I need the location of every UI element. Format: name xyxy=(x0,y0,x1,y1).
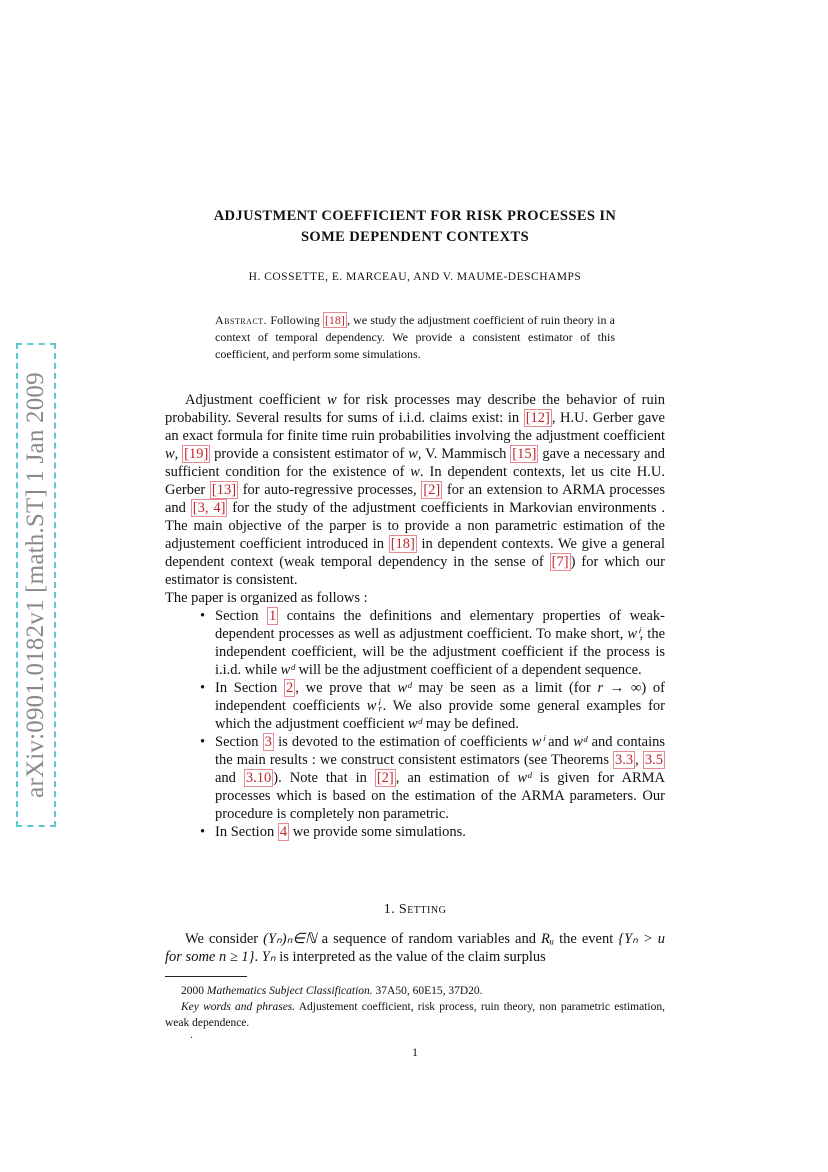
theorem-link[interactable]: 3.10 xyxy=(245,770,272,786)
intro-paragraph xyxy=(165,391,665,589)
math-w: w xyxy=(410,464,420,480)
text: ) of independent coefficients xyxy=(215,680,665,714)
text: , an estimation of xyxy=(395,770,518,786)
math: r → ∞ xyxy=(597,680,642,696)
text: provide a consistent estimator of xyxy=(210,446,409,462)
citation-link[interactable]: [18] xyxy=(324,313,345,327)
citation-link[interactable]: [7] xyxy=(551,554,569,570)
math-w: w xyxy=(165,446,175,462)
math: wⁱ xyxy=(627,626,640,642)
keywords-text: Adjustement coefficient, risk process, ruin theory, non parametric estimation, weak dependence. xyxy=(165,1001,665,1029)
text: will be the adjustment coefficient of a dependent sequence. xyxy=(294,662,642,678)
text: , we prove that xyxy=(295,680,398,696)
text: contains the definitions and elementary properties of weak-dependent processes as well as adjustment coefficient. To make short, xyxy=(215,608,665,642)
list-item xyxy=(165,679,665,733)
math: (Yₙ)ₙ∈ℕ xyxy=(263,931,317,947)
text: . In dependent contexts, let us cite H.U. Gerber xyxy=(165,464,665,498)
section-title: Setting xyxy=(398,902,447,917)
math-w: w xyxy=(327,392,337,408)
theorem-link[interactable]: 3.3 xyxy=(615,752,634,768)
title-line-1: ADJUSTMENT COEFFICIENT FOR RISK PROCESSES IN xyxy=(213,208,617,224)
text: In Section xyxy=(215,824,278,840)
citation-link[interactable]: [13] xyxy=(211,482,237,498)
text: for auto-regressive processes, xyxy=(238,482,422,498)
text: and xyxy=(215,770,244,786)
text: in dependent contexts. We give a general dependent context (weak temporal dependency in the sense of xyxy=(165,536,665,570)
citation-link[interactable]: [15] xyxy=(512,446,537,462)
section-link[interactable]: 4 xyxy=(279,824,288,840)
msc-footnote xyxy=(165,983,665,999)
text: and xyxy=(543,734,574,750)
text: gave a necessary and sufficient condition for the existence of xyxy=(165,446,665,480)
section-number: 1. xyxy=(383,902,395,917)
math: Yₙ xyxy=(261,949,276,965)
math: {Yₙ > u for some n ≥ 1} xyxy=(165,931,665,965)
section-link[interactable]: 1 xyxy=(268,608,277,624)
text: , xyxy=(174,446,183,462)
citation-link[interactable]: [19] xyxy=(184,446,209,462)
math: Rᵤ xyxy=(541,931,555,947)
math: wᵈ xyxy=(280,662,295,678)
msc-label: Mathematics Subject Classification. xyxy=(206,985,373,997)
math: wᵈ xyxy=(517,770,532,786)
text: In Section xyxy=(215,680,285,696)
abstract-text: , we study the adjustment coefficient of ruin theory in a context of temporal dependency. We provide a consistent estimator of this coefficient, and perform some simulations. xyxy=(215,313,615,361)
page-number: 1 xyxy=(412,1045,418,1059)
math: wᵈ xyxy=(573,734,588,750)
text: and contains the main results : we construct consistent estimators (see Theorems xyxy=(215,734,666,768)
text: the event xyxy=(554,931,619,947)
bullet-icon: • xyxy=(200,680,206,696)
text: for risk processes may describe the behavior of ruin probability. Several results for sums of i.i.d. claims exist: in xyxy=(165,392,666,426)
list-item xyxy=(165,607,665,679)
introduction xyxy=(165,391,665,841)
text: . We also provide some general examples for which the adjustment coefficient xyxy=(215,698,665,732)
footnote-rule xyxy=(165,976,247,977)
section-link[interactable]: 3 xyxy=(264,734,272,750)
abstract-label: Abstract. xyxy=(215,313,268,327)
text: may be seen as a limit (for xyxy=(411,680,598,696)
list-item xyxy=(165,733,665,823)
footnotes xyxy=(165,983,665,1031)
text: for the study of the adjustment coefficients in Markovian environments . The main objective of the parper is to provide a non parametric estimation of the adjustement coefficient introduced in xyxy=(165,500,665,552)
citation-link[interactable]: [2] xyxy=(376,770,394,786)
authors: H. COSSETTE, E. MARCEAU, AND V. MAUME-DESCHAMPS xyxy=(248,271,582,283)
text: , H.U. Gerber gave an exact formula for finite time ruin probabilities involving the adjustment coefficient xyxy=(165,410,665,444)
text: . xyxy=(254,949,262,965)
text: Adjustment coefficient xyxy=(185,392,328,408)
text: , the independent coefficient, will be the adjustment coefficient if the process is i.i.d. while xyxy=(215,626,666,678)
text: ) for which our estimator is consistent. xyxy=(165,554,665,588)
msc-codes: 37A50, 60E15, 37D20. xyxy=(372,985,483,997)
text: , V. Mammisch xyxy=(417,446,511,462)
math: wᵈ xyxy=(408,716,423,732)
bullet-icon: • xyxy=(200,824,206,840)
text: may be defined. xyxy=(422,716,519,732)
bullet-icon: • xyxy=(200,734,206,750)
list-item xyxy=(165,823,665,841)
keywords-footnote xyxy=(165,999,665,1031)
text: is interpreted as the value of the claim surplus xyxy=(275,949,546,965)
text: is given for ARMA processes which is based on the estimation of the ARMA parameters. Our procedure is completely non parametric. xyxy=(215,770,666,822)
math-w: w xyxy=(408,446,418,462)
outline-list xyxy=(165,607,665,841)
theorem-link[interactable]: 3.5 xyxy=(644,752,663,768)
text: , xyxy=(635,752,643,768)
text: for an extension to ARMA processes and xyxy=(165,482,665,516)
citation-link[interactable]: [18] xyxy=(390,536,415,552)
text: ). Note that in xyxy=(273,770,375,786)
stray-dot: . xyxy=(190,1030,194,1041)
text: we provide some simulations. xyxy=(289,824,466,840)
text: We consider xyxy=(185,931,264,947)
abstract-text: Following xyxy=(267,313,323,327)
citation-link[interactable]: [3, 4] xyxy=(192,500,226,516)
abstract xyxy=(215,312,615,363)
citation-link[interactable]: [2] xyxy=(423,482,441,498)
organized-line: The paper is organized as follows : xyxy=(165,590,368,606)
setting-paragraph xyxy=(165,930,665,966)
keywords-label: Key words and phrases. xyxy=(181,1001,296,1013)
text: Section xyxy=(215,734,263,750)
title-line-2: SOME DEPENDENT CONTEXTS xyxy=(300,229,530,245)
math: wᵈ xyxy=(397,680,412,696)
text: a sequence of random variables and xyxy=(316,931,541,947)
bullet-icon: • xyxy=(200,608,206,624)
paper-title xyxy=(150,206,680,248)
section-heading xyxy=(165,902,665,918)
math: wⁱᵣ xyxy=(366,698,383,714)
math: wⁱ xyxy=(531,734,544,750)
section-link[interactable]: 2 xyxy=(286,680,294,696)
text: Section xyxy=(215,608,267,624)
text: is devoted to the estimation of coefficients xyxy=(273,734,532,750)
arxiv-identifier[interactable]: arXiv:0901.0182v1 [math.ST] 1 Jan 2009 xyxy=(22,372,49,798)
text: 2000 xyxy=(181,985,207,997)
citation-link[interactable]: [12] xyxy=(525,410,550,426)
